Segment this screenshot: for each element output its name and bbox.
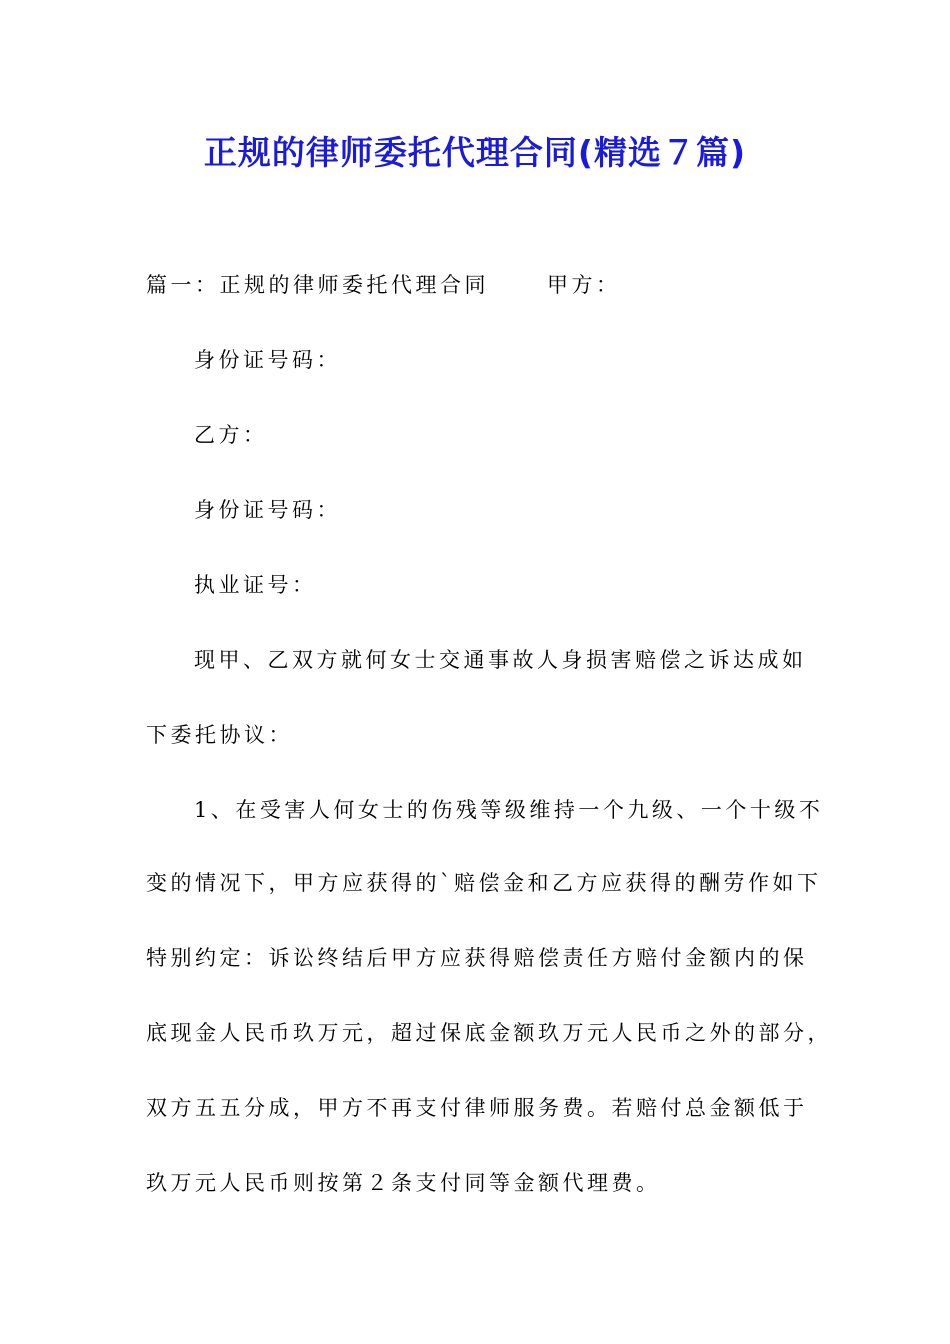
party-b-line: 乙方： (194, 423, 268, 447)
party-a-id-line: 身份证号码： (194, 348, 341, 372)
paragraph-line: 双方五五分成，甲方不再支付律师服务费。若赔付总金额低于 (146, 1096, 808, 1120)
chapter-heading: 篇一：正规的律师委托代理合同 (146, 273, 489, 297)
paragraph-line: 下委托协议： (146, 723, 293, 747)
paragraph-line: 变的情况下，甲方应获得的`赔偿金和乙方应获得的酬劳作如下 (146, 871, 822, 895)
paragraph-line: 特别约定：诉讼终结后甲方应获得赔偿责任方赔付金额内的保 (146, 946, 808, 970)
paragraph-line: 现甲、乙双方就何女士交通事故人身损害赔偿之诉达成如 (194, 648, 807, 672)
document-title: 正规的律师委托代理合同(精选７篇) (203, 133, 747, 172)
paragraph-line: 1、在受害人何女士的伤残等级维持一个九级、一个十级不 (194, 798, 824, 822)
paragraph-line: 玖万元人民币则按第２条支付同等金额代理费。 (146, 1171, 661, 1195)
party-b-id-line: 身份证号码： (194, 498, 341, 522)
party-a-label: 甲方： (547, 273, 621, 297)
paragraph-line: 底现金人民币玖万元，超过保底金额玖万元人民币之外的部分， (146, 1021, 832, 1045)
license-number-line: 执业证号： (194, 573, 317, 597)
chapter-heading-line (146, 270, 621, 300)
